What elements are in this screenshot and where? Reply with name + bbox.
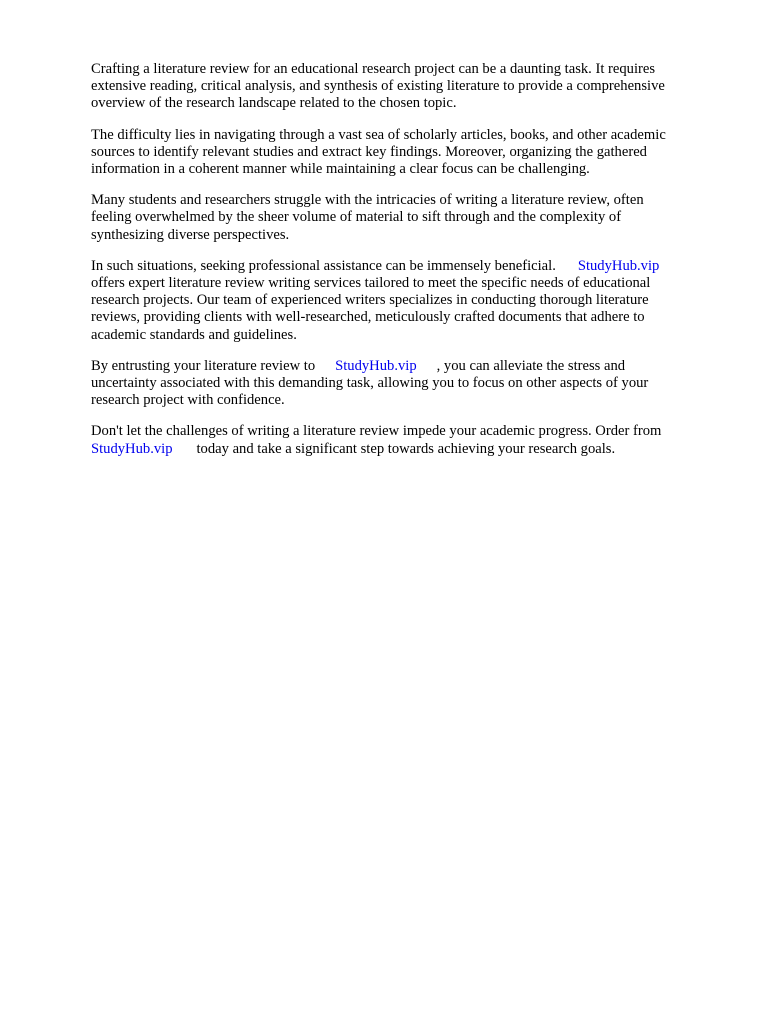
text-line: Crafting a literature review for an educational research project can be a daunting task. It requires: [91, 61, 656, 77]
text-line: reviews, providing clients with well-researched, meticulously crafted documents that adhere to: [91, 309, 645, 326]
paragraph-intro: [91, 61, 711, 113]
text-line: offers expert literature review writing services tailored to meet the specific needs of educational: [91, 275, 651, 292]
paragraph-difficulty: [91, 127, 711, 179]
studyhub-link[interactable]: StudyHub.vip: [335, 357, 417, 374]
text-line: uncertainty associated with this demanding task, allowing you to focus on other aspects of your: [91, 375, 649, 392]
paragraph-struggle: [91, 192, 711, 244]
paragraph-closing: [91, 423, 711, 457]
text-line: extensive reading, critical analysis, and synthesis of existing literature to provide a comprehensive: [91, 78, 665, 95]
text-line: [91, 358, 711, 375]
paragraph-assistance: [91, 258, 711, 344]
text-line: synthesizing diverse perspectives.: [91, 226, 290, 243]
text-segment: today and take a significant step towards achieving your research goals.: [196, 440, 616, 457]
text-line: [91, 441, 711, 458]
text-line: research projects. Our team of experienced writers specializes in conducting thorough literature: [91, 292, 649, 309]
paragraph-entrusting: [91, 358, 711, 410]
text-line: research project with confidence.: [91, 392, 285, 409]
text-line: Many students and researchers struggle with the intricacies of writing a literature review, often: [91, 192, 644, 209]
text-line: information in a coherent manner while maintaining a clear focus can be challenging.: [91, 161, 590, 178]
text-line: sources to identify relevant studies and extract key findings. Moreover, organizing the gathered: [91, 143, 647, 160]
text-line: Don't let the challenges of writing a literature review impede your academic progress. Order from: [91, 423, 662, 440]
text-line: [91, 258, 711, 275]
text-line: academic standards and guidelines.: [91, 326, 297, 343]
text-segment: , you can alleviate the stress and: [436, 357, 626, 374]
text-segment: In such situations, seeking professional assistance can be immensely beneficial.: [91, 257, 556, 274]
text-segment: By entrusting your literature review to: [91, 357, 316, 374]
text-line: The difficulty lies in navigating through a vast sea of scholarly articles, books, and other academic: [91, 126, 666, 143]
studyhub-link[interactable]: StudyHub.vip: [577, 257, 660, 274]
text-line: feeling overwhelmed by the sheer volume of material to sift through and the complexity of: [91, 209, 622, 226]
studyhub-link[interactable]: StudyHub.vip: [91, 440, 173, 457]
document-body: [91, 61, 711, 472]
text-line: overview of the research landscape related to the chosen topic.: [91, 95, 457, 112]
